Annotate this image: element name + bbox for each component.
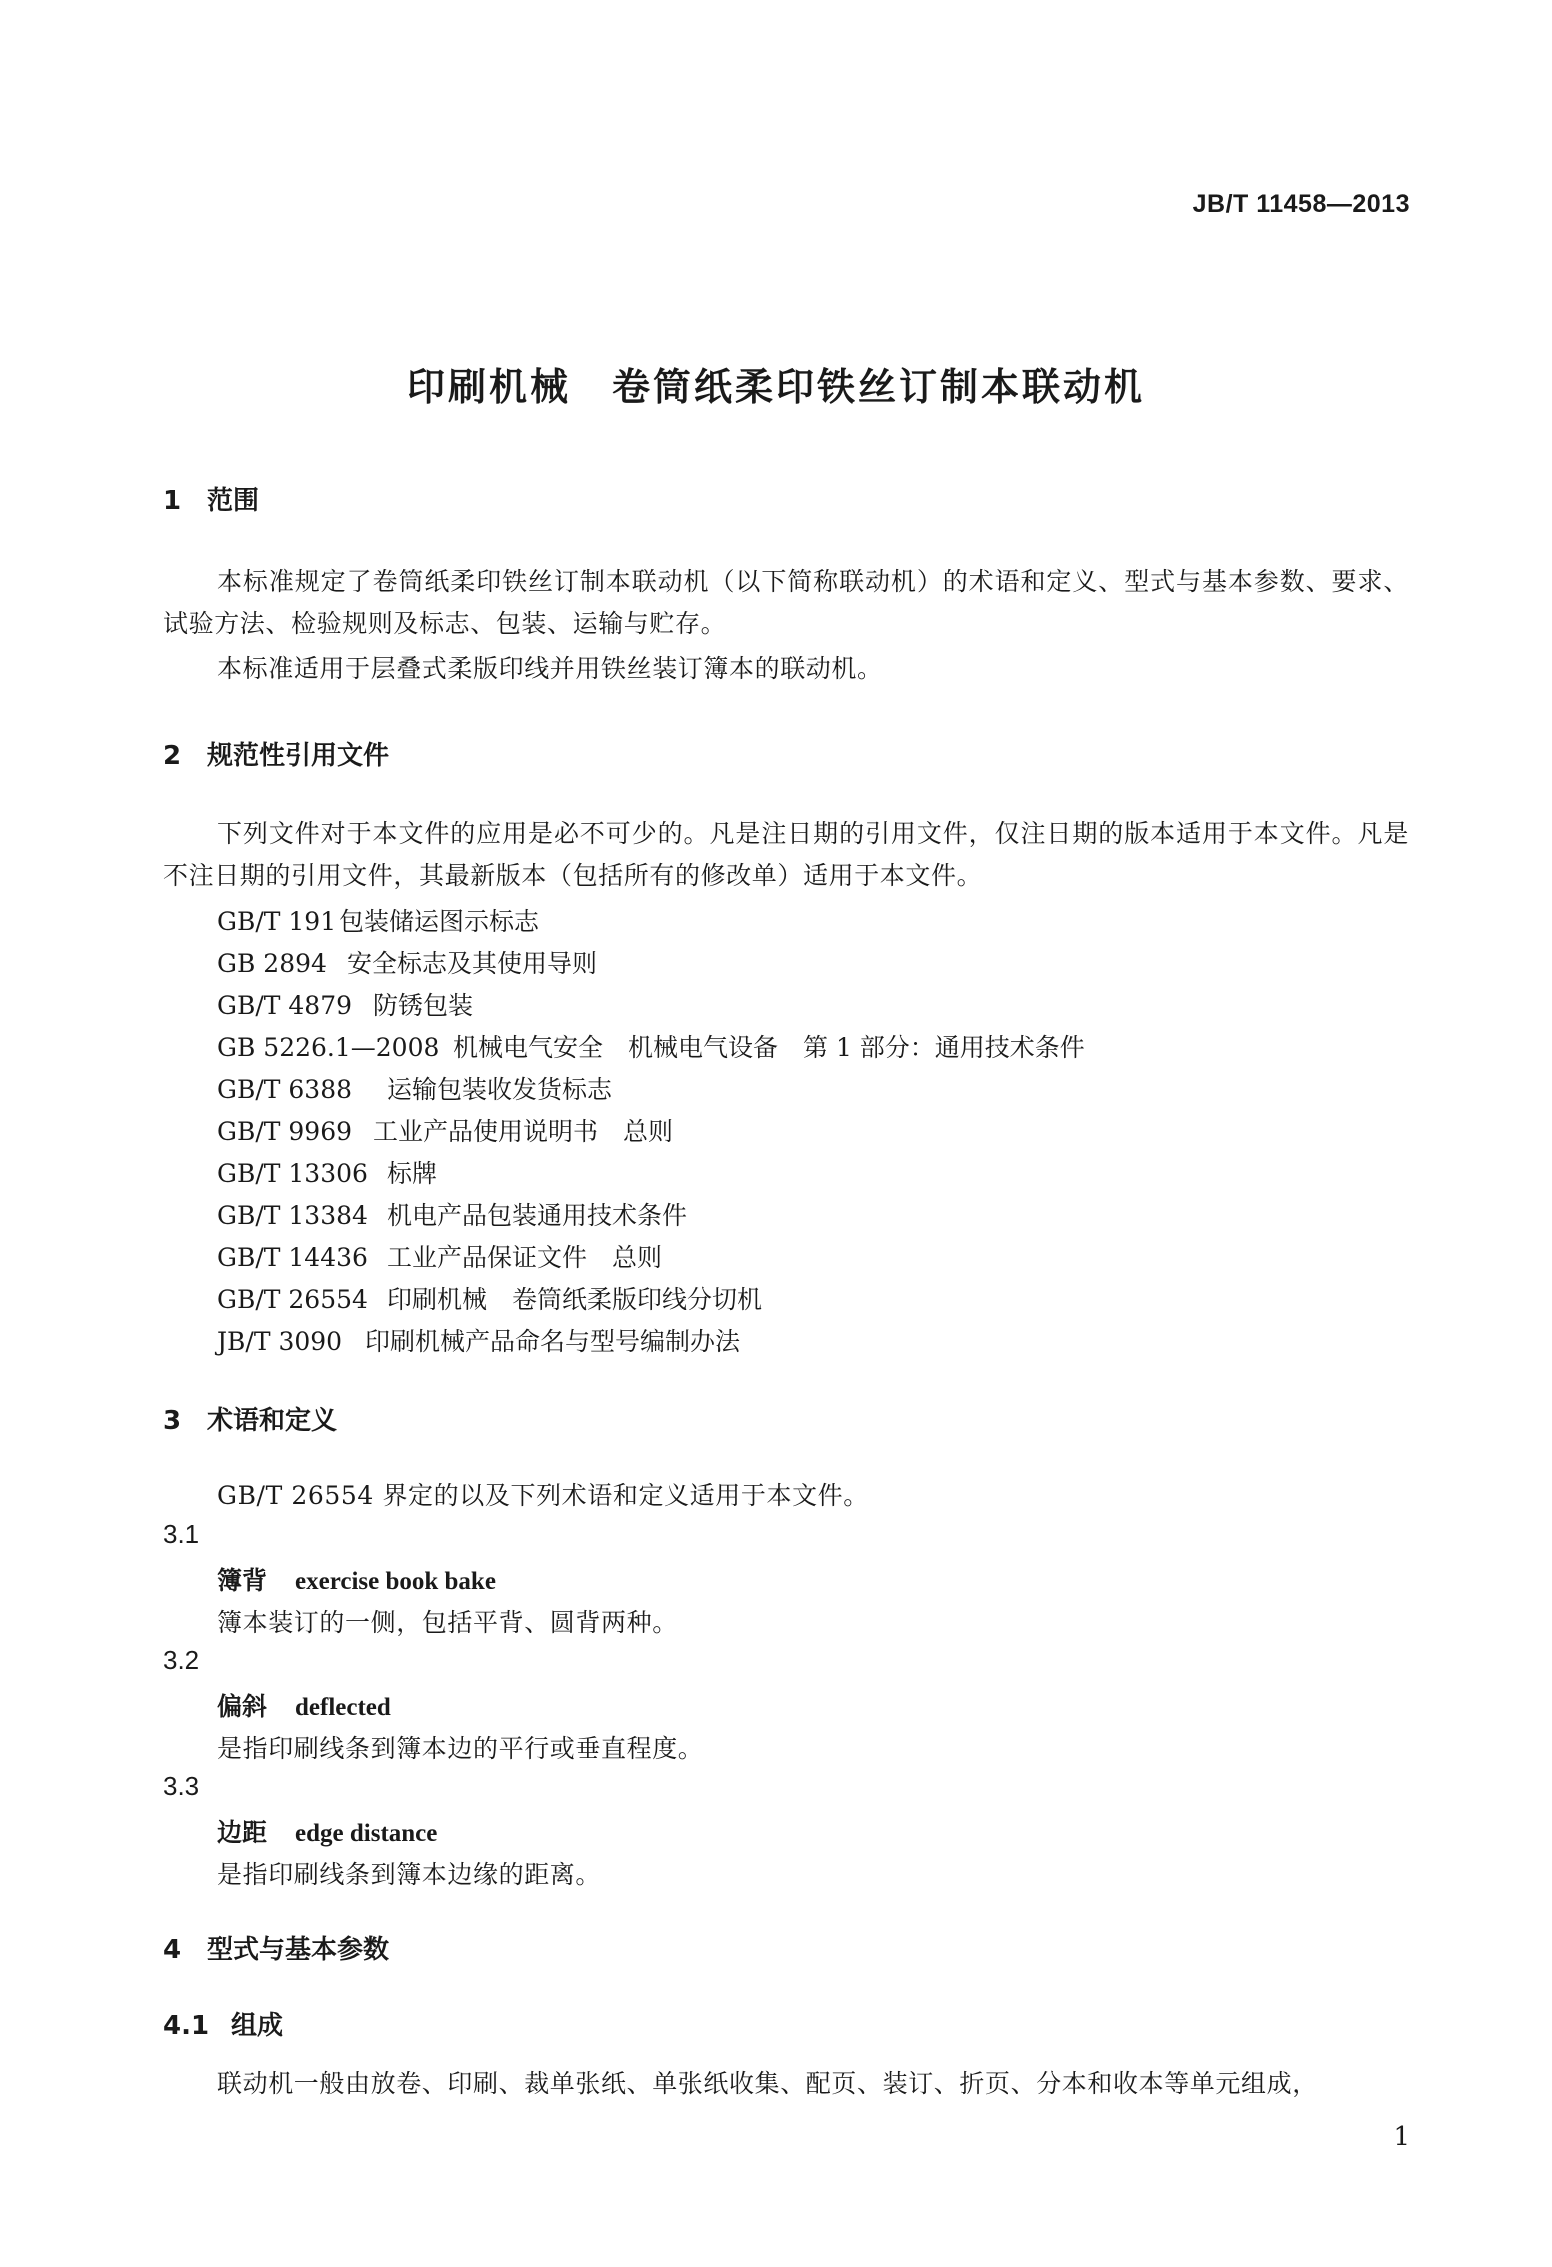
section-heading-types-parameters <box>163 1929 389 1966</box>
page-number: 1 <box>1393 2122 1410 2152</box>
reference-code: JB/T 3090 <box>217 1327 343 1356</box>
reference-name: 工业产品使用说明书 总则 <box>373 1117 674 1146</box>
reference-code: GB/T 4879 <box>217 991 353 1020</box>
term-number: 3.2 <box>163 1645 200 1675</box>
term-number: 3.3 <box>163 1771 200 1801</box>
reference-code: GB 2894 <box>217 949 327 978</box>
section-heading-scope <box>163 480 259 517</box>
terms-intro: GB/T 26554 界定的以及下列术语和定义适用于本文件。 <box>217 1481 869 1510</box>
section-heading-terms-definitions <box>163 1400 337 1437</box>
reference-item <box>217 1112 673 1148</box>
term-heading <box>217 1687 391 1723</box>
reference-code: GB/T 9969 <box>217 1117 353 1146</box>
term-zh: 边距 <box>217 1818 268 1847</box>
scope-paragraph-1: 本标准规定了卷筒纸柔印铁丝订制本联动机（以下简称联动机）的术语和定义、型式与基本参数、要求、试验方法、检验规则及标志、包装、运输与贮存。 <box>163 567 1409 638</box>
reference-code: GB 5226.1—2008 <box>217 1033 440 1062</box>
term-heading <box>217 1813 437 1849</box>
term-definition: 簿本装订的一侧，包括平背、圆背两种。 <box>217 1608 678 1637</box>
reference-item <box>217 1154 437 1190</box>
section-title: 术语和定义 <box>207 1406 338 1436</box>
reference-name: 运输包装收发货标志 <box>387 1075 613 1104</box>
section-number: 3 <box>163 1406 182 1436</box>
section-title: 规范性引用文件 <box>207 741 390 771</box>
standard-code: JB/T 11458—2013 <box>1192 190 1410 218</box>
reference-code: GB/T 13384 <box>217 1201 368 1230</box>
term-number: 3.1 <box>163 1519 200 1549</box>
reference-name: 印刷机械产品命名与型号编制办法 <box>365 1327 741 1356</box>
references-intro-paragraph: 下列文件对于本文件的应用是必不可少的。凡是注日期的引用文件，仅注日期的版本适用于本文件。凡是不注日期的引用文件，其最新版本（包括所有的修改单）适用于本文件。 <box>163 819 1409 890</box>
composition-paragraph: 联动机一般由放卷、印刷、裁单张纸、单张纸收集、配页、装订、折页、分本和收本等单元组成， <box>217 2069 1318 2098</box>
term-en: edge distance <box>295 1820 438 1847</box>
reference-item <box>217 1070 612 1106</box>
reference-item <box>217 1196 687 1232</box>
reference-code: GB/T 26554 <box>217 1285 368 1314</box>
reference-item <box>217 902 539 938</box>
term-en: deflected <box>295 1694 391 1721</box>
section-title: 范围 <box>207 486 260 516</box>
reference-name: 防锈包装 <box>373 991 474 1020</box>
reference-code: GB/T 13306 <box>217 1159 368 1188</box>
reference-name: 工业产品保证文件 总则 <box>387 1243 663 1272</box>
term-zh: 簿背 <box>217 1566 268 1595</box>
reference-name: 包装储运图示标志 <box>339 907 540 936</box>
reference-code: GB/T 6388 <box>217 1075 353 1104</box>
subsection-heading-composition <box>163 2005 283 2042</box>
term-definition: 是指印刷线条到簿本边的平行或垂直程度。 <box>217 1734 704 1763</box>
reference-name: 安全标志及其使用导则 <box>347 949 598 978</box>
section-number: 1 <box>163 486 182 516</box>
term-heading <box>217 1561 496 1597</box>
reference-code: GB/T 191 <box>217 907 337 936</box>
section-number: 2 <box>163 741 182 771</box>
reference-item <box>217 1028 1085 1064</box>
term-definition: 是指印刷线条到簿本边缘的距离。 <box>217 1860 602 1889</box>
reference-name: 机械电气安全 机械电气设备 第 1 部分：通用技术条件 <box>453 1033 1085 1062</box>
reference-name: 机电产品包装通用技术条件 <box>387 1201 688 1230</box>
scope-paragraph-2: 本标准适用于层叠式柔版印线并用铁丝装订簿本的联动机。 <box>217 654 883 683</box>
section-title: 型式与基本参数 <box>207 1935 390 1965</box>
subsection-title: 组成 <box>231 2011 284 2041</box>
term-zh: 偏斜 <box>217 1692 268 1721</box>
reference-item <box>217 944 597 980</box>
reference-name: 印刷机械 卷筒纸柔版印线分切机 <box>387 1285 763 1314</box>
section-number: 4 <box>163 1935 182 1965</box>
section-heading-normative-references <box>163 735 389 772</box>
reference-item <box>217 1238 662 1274</box>
document-title: 印刷机械 卷筒纸柔印铁丝订制本联动机 <box>406 365 1145 409</box>
reference-item <box>217 1322 740 1358</box>
subsection-number: 4.1 <box>163 2011 210 2041</box>
reference-name: 标牌 <box>387 1159 438 1188</box>
reference-item <box>217 986 473 1022</box>
reference-item <box>217 1280 762 1316</box>
reference-code: GB/T 14436 <box>217 1243 368 1272</box>
term-en: exercise book bake <box>295 1568 496 1595</box>
